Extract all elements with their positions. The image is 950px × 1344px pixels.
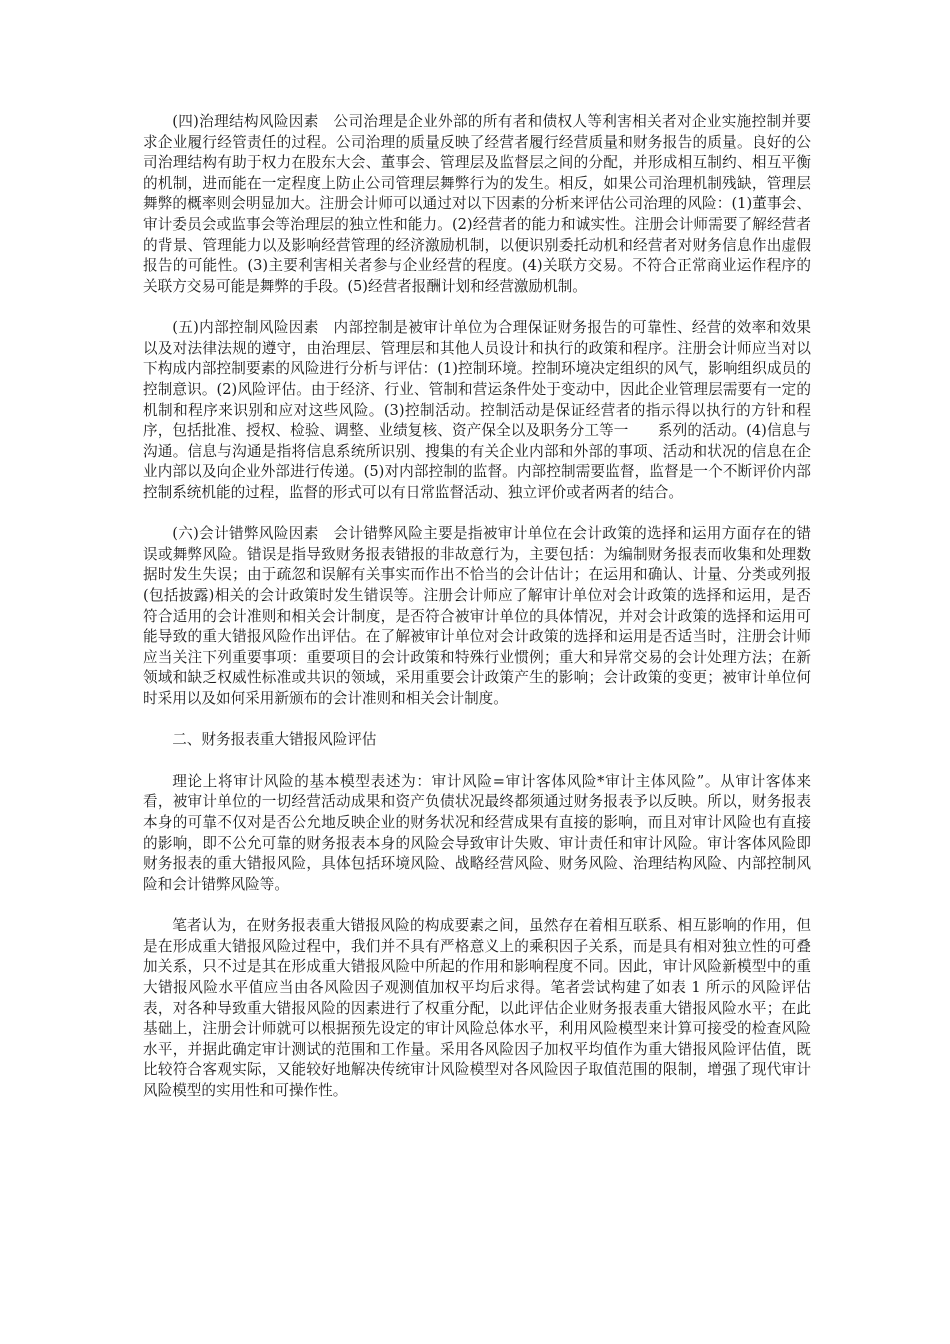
document-body	[143, 112, 811, 1122]
paragraph-internal-control-risk: (五)内部控制风险因素 内部控制是被审计单位为合理保证财务报告的可靠性、经营的效率和效果以及对法律法规的遵守，由治理层、管理层和其他人员设计和执行的政策和程序。注册会计师应当对以下构成内部控制要素的风险进行分析与评估：(1)控制环境。控制环境决定组织的风气，影响组织成员的控制意识。(2)风险评估。由于经济、行业、管制和营运条件处于变动中，因此企业管理层需要有一定的机制和程序来识别和应对这些风险。(3)控制活动。控制活动是保证经营者的指示得以执行的方针和程序，包括批准、授权、检验、调整、业绩复核、资产保全以及职务分工等一 系列的活动。(4)信息与沟通。信息与沟通是指将信息系统所识别、搜集的有关企业内部和外部的事项、活动和状况的信息在企业内部以及向企业外部进行传递。(5)对内部控制的监督。内部控制需要监督，监督是一个不断评价内部控制系统机能的过程，监督的形式可以有日常监督活动、独立评价或者两者的结合。	[143, 319, 811, 501]
section-heading: 二、财务报表重大错报风险评估	[172, 731, 377, 749]
paragraph-governance-risk: (四)治理结构风险因素 公司治理是企业外部的所有者和债权人等利害相关者对企业实施控制并要求企业履行经管责任的过程。公司治理的质量反映了经营者履行经营质量和财务报告的质量。良好的公司治理结构有助于权力在股东大会、董事会、管理层及监督层之间的分配，并形成相互制约、相互平衡的机制，进而能在一定程度上防止公司管理层舞弊行为的发生。相反，如果公司治理机制残缺，管理层舞弊的概率则会明显加大。注册会计师可以通过对以下因素的分析来评估公司治理的风险：(1)董事会、审计委员会或监事会等治理层的独立性和能力。(2)经营者的能力和诚实性。注册会计师需要了解经营者的背景、管理能力以及影响经营管理的经济激励机制，以便识别委托动机和经营者对财务信息作出虚假报告的可能性。(3)主要利害相关者参与企业经营的程度。(4)关联方交易。不符合正常商业运作程序的关联方交易可能是舞弊的手段。(5)经营者报酬计划和经营激励机制。	[143, 113, 811, 295]
paragraph-accounting-error-risk: (六)会计错弊风险因素 会计错弊风险主要是指被审计单位在会计政策的选择和运用方面存在的错误或舞弊风险。错误是指导致财务报表错报的非故意行为，主要包括：为编制财务报表而收集和处理数据时发生失误；由于疏忽和误解有关事实而作出不恰当的会计估计；在运用和确认、计量、分类或列报(包括披露)相关的会计政策时发生错误等。注册会计师应了解审计单位对会计政策的选择和运用，是否符合适用的会计准则和相关会计制度，是否符合被审计单位的具体情况，并对会计政策的选择和运用可能导致的重大错报风险作出评估。在了解被审计单位对会计政策的选择和运用是否适当时，注册会计师应当关注下列重要事项：重要项目的会计政策和特殊行业惯例；重大和异常交易的会计处理方法；在新领域和缺乏权威性标准或共识的领域，采用重要会计政策产生的影响；会计政策的变更；被审计单位何时采用以及如何采用新颁布的会计准则和相关会计制度。	[143, 525, 811, 708]
paragraph-audit-risk-model: 理论上将审计风险的基本模型表述为：审计风险=审计客体风险*审计主体风险”。从审计客体来看，被审计单位的一切经营活动成果和资产负债状况最终都须通过财务报表予以反映。所以，财务报表本身的可靠不仅对是否公允地反映企业的财务状况和经营成果有直接的影响，而且对审计风险也有直接的影响，即不公允可靠的财务报表本身的风险会导致审计失败、审计责任和审计风险。审计客体风险即财务报表的重大错报风险，具体包括环境风险、战略经营风险、财务风险、治理结构风险、内部控制风险和会计错弊风险等。	[143, 772, 811, 893]
paragraph-author-view: 笔者认为，在财务报表重大错报风险的构成要素之间，虽然存在着相互联系、相互影响的作用，但是在形成重大错报风险过程中，我们并不具有严格意义上的乘积因子关系，而是具有相对独立性的可叠加关系，只不过是其在形成重大错报风险中所起的作用和影响程度不同。因此，审计风险新模型中的重大错报风险水平值应当由各风险因子观测值加权平均后求得。笔者尝试构建了如表 1 所示的风险评估表，对各种导致重大错报风险的因素进行了权重分配，以此评估企业财务报表重大错报风险水平；在此基础上，注册会计师就可以根据预先设定的审计风险总体水平，利用风险模型来计算可接受的检查风险水平，并据此确定审计测试的范围和工作量。采用各风险因子加权平均值作为重大错报风险评估值，既比较符合客观实际，又能较好地解决传统审计风险模型对各风险因子取值范围的限制，增强了现代审计风险模型的实用性和可操作性。	[143, 917, 811, 1099]
